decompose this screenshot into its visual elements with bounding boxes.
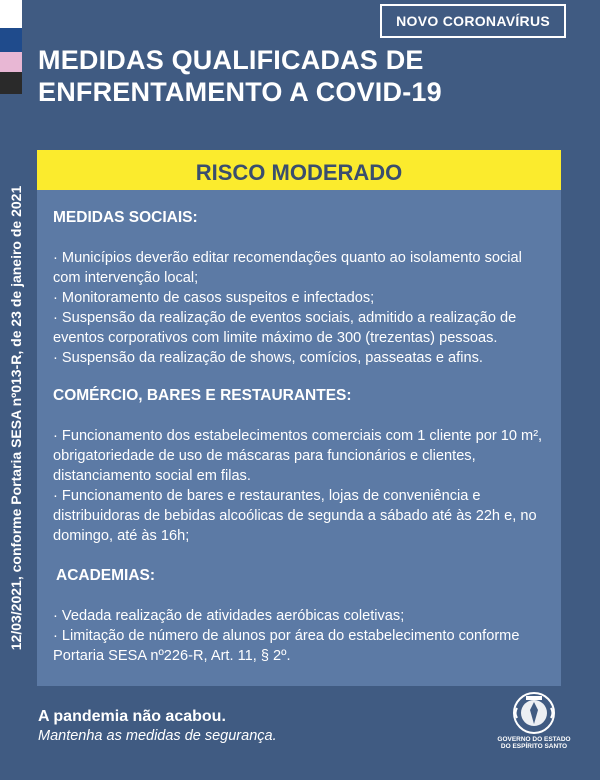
flag-stripe-white bbox=[0, 0, 22, 28]
flag-stripe-black bbox=[0, 72, 22, 94]
side-note-text: 12/03/2021, conforme Portaria SESA nº013-R, de 23 de janeiro de 2021 bbox=[8, 185, 24, 651]
coat-of-arms-icon bbox=[511, 690, 557, 736]
flag-stripe-blue bbox=[0, 28, 22, 52]
side-note bbox=[1, 150, 31, 686]
measures-card bbox=[37, 150, 561, 686]
list-item: · Municípios deverão editar recomendações quanto ao isolamento social com intervenção local; bbox=[53, 250, 522, 286]
title-line-1: MEDIDAS QUALIFICADAS DE bbox=[38, 45, 424, 75]
logo-text-line-2: DO ESPÍRITO SANTO bbox=[500, 743, 568, 750]
logo-text-line-1: GOVERNO DO ESTADO bbox=[497, 736, 571, 743]
section-heading-social: MEDIDAS SOCIAIS: bbox=[53, 209, 198, 226]
section-heading-commerce: COMÉRCIO, BARES E RESTAURANTES: bbox=[53, 387, 352, 404]
topic-badge: NOVO CORONAVÍRUS bbox=[380, 4, 566, 38]
list-item: · Suspensão da realização de eventos sociais, admitido a realização de eventos corporativos com limite máximo de 300 (trezentas) pessoas. bbox=[53, 310, 517, 346]
list-item: · Suspensão da realização de shows, comícios, passeatas e afins. bbox=[53, 350, 483, 366]
list-item: · Vedada realização de atividades aeróbicas coletivas; bbox=[53, 608, 405, 624]
government-logo bbox=[494, 690, 574, 770]
list-item: · Funcionamento de bares e restaurantes, lojas de conveniência e distribuidoras de bebidas alcoólicas de segunda a sábado até às 22h e, no domingo, até às 16h; bbox=[53, 488, 537, 544]
title-line-2: ENFRENTAMENTO A COVID-19 bbox=[38, 77, 442, 107]
risk-level-banner: RISCO MODERADO bbox=[37, 150, 561, 190]
footer-subline: Mantenha as medidas de segurança. bbox=[38, 728, 277, 744]
page-title bbox=[38, 44, 518, 108]
list-item: · Monitoramento de casos suspeitos e infectados; bbox=[53, 290, 375, 306]
list-item: · Limitação de número de alunos por área do estabelecimento conforme Portaria SESA nº226-R, Art. 11, § 2º. bbox=[53, 628, 520, 664]
footer-headline: A pandemia não acabou. bbox=[38, 708, 226, 725]
list-item: · Funcionamento dos estabelecimentos comerciais com 1 cliente por 10 m², obrigatoriedade de uso de máscaras para funcionários e clientes, distanciamento social em filas. bbox=[53, 428, 543, 484]
measures-body bbox=[37, 190, 561, 666]
flag-stripe-pink bbox=[0, 52, 22, 72]
section-heading-gyms: ACADEMIAS: bbox=[56, 567, 156, 584]
